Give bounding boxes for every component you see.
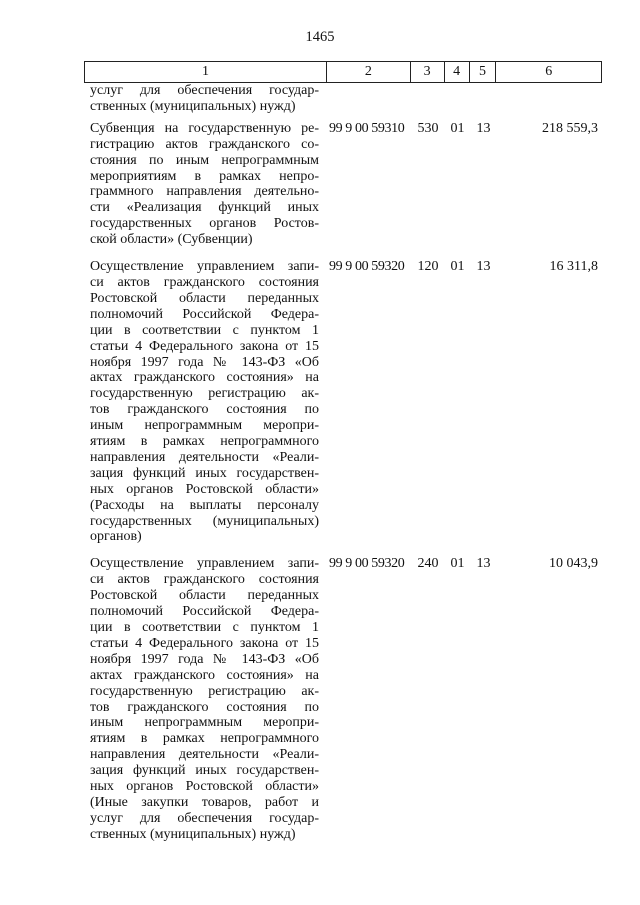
description-line: направления деятельности «Реали- [90,747,319,763]
page-number: 1465 [305,29,335,45]
description-line: тов гражданского состояния по [90,699,319,715]
description-line: сти «Реализация функций иных [90,200,319,216]
description-line: статьи 4 Федерального закона от 15 [90,338,319,354]
section-code: 01 [450,259,465,275]
description-line: органов) [90,529,142,545]
description-line: си актов гражданского состояния [90,274,319,290]
table-row [84,121,602,248]
row-description [84,556,327,842]
table-row [84,259,602,545]
table-row [84,83,602,115]
column-header-6: 6 [545,64,553,79]
column-header-4: 4 [445,62,470,82]
description-line: актах гражданского состояния» на [90,667,319,683]
description-line: ноября 1997 года № 143-ФЗ «Об [90,651,319,667]
description-line: ции в соответствии с пунктом 1 [90,620,319,635]
description-line: полномочий Российской Федера- [90,306,319,322]
description-line: тов гражданского состояния по [90,402,319,418]
amount: 10 043,9 [549,556,598,572]
amount: 16 311,8 [549,259,598,275]
subsection-code: 13 [476,556,491,572]
description-line: Субвенция на государственную ре- [90,120,319,136]
column-header-1: 1 [85,62,327,82]
description-line: ных органов Ростовской области» [90,481,319,497]
target-article-code [327,83,411,115]
section-code [445,83,470,115]
subsection-code: 13 [476,120,491,136]
description-line: полномочий Российской Федера- [90,604,319,620]
target-article-code: 99 9 00 59320 [329,259,405,275]
description-line: ноября 1997 года № 143-ФЗ «Об [90,354,319,370]
description-line: зация функций иных государствен- [90,465,319,481]
amount [497,83,602,115]
description-line: статьи 4 Федерального закона от 15 [90,635,319,651]
description-line: актах гражданского состояния» на [90,370,319,386]
amount: 218 559,3 [542,120,598,136]
description-line: ственных (муниципальных) нужд) [90,826,296,842]
expense-type-code: 120 [417,259,439,275]
description-line: Осуществление управлением запи- [90,259,319,275]
expense-type-code [411,83,445,115]
section-code: 01 [450,556,465,572]
description-line: Ростовской области переданных [90,290,319,306]
description-line: ской области» (Субвенции) [90,232,253,248]
table-row [84,556,602,842]
row-description [84,121,327,248]
description-line: услуг для обеспечения государ- [90,83,319,98]
description-line: си актов гражданского состояния [90,572,319,588]
target-article-code: 99 9 00 59320 [329,556,405,572]
description-line: ятиям в рамках непрограммного [90,434,319,450]
subsection-code [470,83,497,115]
table-header [84,61,602,83]
expense-type-code: 530 [417,120,439,136]
row-description [84,259,327,545]
table-body [84,83,602,843]
description-line: мероприятиям в рамках непро- [90,168,319,184]
row-description [84,83,327,115]
description-line: услуг для обеспечения государ- [90,810,319,826]
description-line: стояния по иным непрограммным [90,152,319,168]
section-code: 01 [450,120,465,136]
description-line: ции в соответствии с пунктом 1 [90,322,319,338]
target-article-code: 99 9 00 59310 [329,120,405,136]
description-line: иным непрограммным меропри- [90,418,319,434]
description-line: иным непрограммным меропри- [90,715,319,731]
description-line: граммного направления деятельно- [90,184,319,200]
description-line: ных органов Ростовской области» [90,779,319,795]
description-line: государственную регистрацию ак- [90,683,319,699]
description-line: ятиям в рамках непрограммного [90,731,319,747]
description-line: государственную регистрацию ак- [90,386,319,402]
column-header-2: 2 [327,62,411,82]
description-line: государственных (муниципальных) [90,513,319,529]
column-header-5: 5 [470,62,497,82]
subsection-code: 13 [476,259,491,275]
column-header-3: 3 [411,62,445,82]
description-line: (Расходы на выплаты персоналу [90,497,319,513]
expense-type-code: 240 [417,556,439,572]
description-line: гистрацию актов гражданского со- [90,136,319,152]
description-line: направления деятельности «Реали- [90,449,319,465]
description-line: ственных (муниципальных) нужд) [90,98,296,114]
description-line: (Иные закупки товаров, работ и [90,794,319,810]
description-line: Осуществление управлением запи- [90,556,319,572]
description-line: зация функций иных государствен- [90,763,319,779]
description-line: государственных органов Ростов- [90,216,319,232]
description-line: Ростовской области переданных [90,588,319,604]
